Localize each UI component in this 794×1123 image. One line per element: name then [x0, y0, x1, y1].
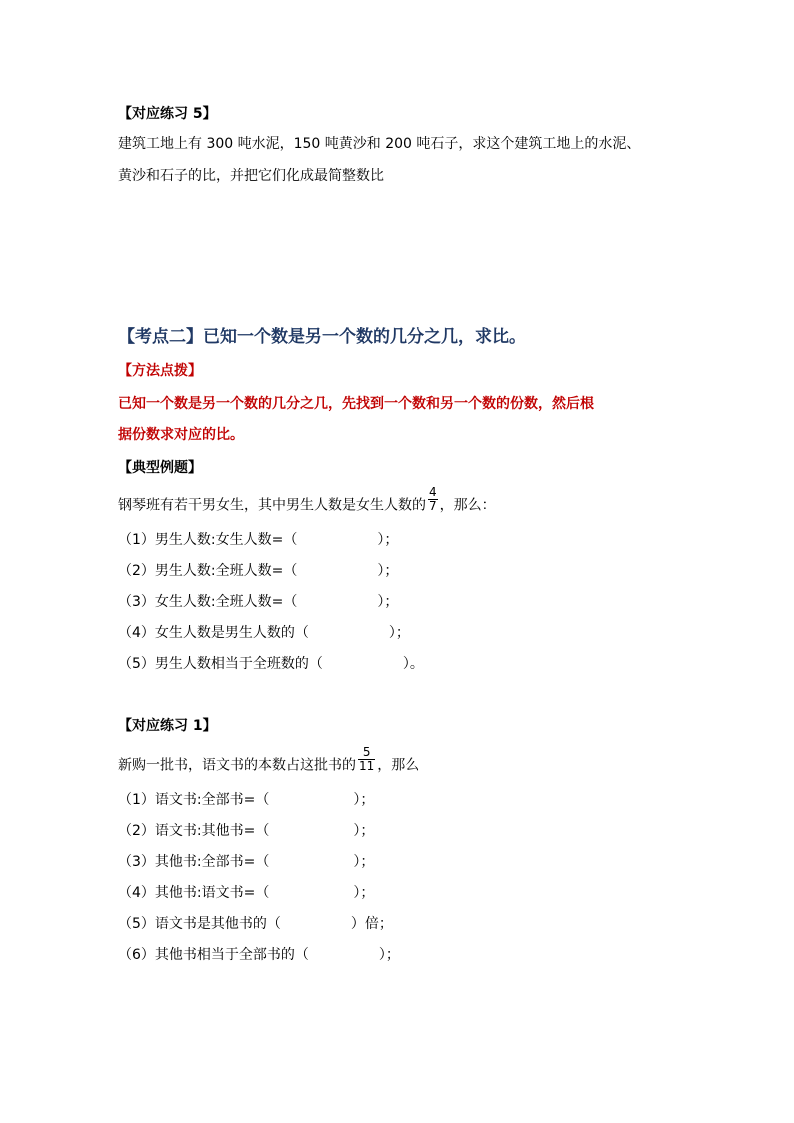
practice1-fraction-numerator: 5	[362, 745, 371, 759]
practice1-item-4	[118, 883, 374, 903]
method-heading: 【方法点拨】	[118, 363, 202, 379]
example-item-2	[118, 561, 398, 581]
practice1-item-6	[118, 945, 400, 965]
example-item-1-text: （1）男生人数:女生人数=（	[118, 532, 298, 548]
example-item-5-close: ）。	[402, 656, 424, 672]
example-item-4-text: （4）女生人数是男生人数的（	[118, 625, 309, 641]
practice1-item-3-text: （3）其他书:全部书=（	[118, 854, 270, 870]
practice1-item-6-close: ）；	[378, 947, 400, 963]
practice5-heading: 【对应练习 5】	[118, 106, 217, 122]
practice1-item-5-close: ）倍；	[350, 916, 393, 932]
example-item-1	[118, 530, 398, 550]
practice1-item-1-close: ）；	[353, 792, 375, 808]
example-item-2-close: ）；	[377, 563, 399, 579]
practice1-item-2-text: （2）语文书:其他书=（	[118, 823, 270, 839]
example-fraction	[428, 486, 438, 513]
example-intro-text: 钢琴班有若干男女生，其中男生人数是女生人数的	[118, 497, 426, 514]
example-item-3-close: ）；	[377, 594, 399, 610]
practice1-item-6-text: （6）其他书相当于全部书的（	[118, 947, 309, 963]
practice1-item-3	[118, 852, 374, 872]
practice1-item-5	[118, 914, 393, 934]
practice1-item-1	[118, 790, 374, 810]
example-intro	[118, 485, 496, 519]
example-heading: 【典型例题】	[118, 460, 202, 476]
example-item-3	[118, 592, 398, 612]
practice1-item-1-text: （1）语文书:全部书=（	[118, 792, 270, 808]
practice1-intro-text: 新购一批书，语文书的本数占这批书的	[118, 757, 356, 774]
example-item-5-text: （5）男生人数相当于全班数的（	[118, 656, 323, 672]
example-fraction-denominator: 7	[429, 499, 437, 513]
practice1-fraction	[358, 746, 375, 773]
point2-heading: 【考点二】已知一个数是另一个数的几分之几，求比。	[118, 327, 526, 347]
practice1-item-4-text: （4）其他书:语文书=（	[118, 885, 270, 901]
example-intro-tail: ，那么：	[439, 497, 496, 514]
example-item-2-text: （2）男生人数:全班人数=（	[118, 563, 298, 579]
practice5-line1: 建筑工地上有 300 吨水泥，150 吨黄沙和 200 吨石子，求这个建筑工地上的水泥、	[118, 136, 641, 152]
practice1-intro-tail: ，那么	[377, 757, 420, 774]
practice1-item-2-close: ）；	[353, 823, 375, 839]
practice1-item-4-close: ）；	[353, 885, 375, 901]
method-line1: 已知一个数是另一个数的几分之几，先找到一个数和另一个数的份数，然后根	[118, 396, 594, 412]
example-fraction-numerator: 4	[429, 485, 437, 499]
practice1-item-3-close: ）；	[353, 854, 375, 870]
practice1-item-5-text: （5）语文书是其他书的（	[118, 916, 281, 932]
practice1-intro	[118, 745, 420, 779]
example-item-1-close: ）；	[377, 532, 399, 548]
practice5-line2: 黄沙和石子的比，并把它们化成最简整数比	[118, 168, 384, 184]
practice1-fraction-denominator: 11	[359, 759, 375, 773]
example-item-4	[118, 623, 410, 643]
practice1-item-2	[118, 821, 374, 841]
example-item-4-close: ）；	[388, 625, 410, 641]
method-line2: 据份数求对应的比。	[118, 427, 244, 443]
example-item-3-text: （3）女生人数:全班人数=（	[118, 594, 298, 610]
practice1-heading: 【对应练习 1】	[118, 718, 217, 734]
example-item-5	[118, 654, 424, 674]
